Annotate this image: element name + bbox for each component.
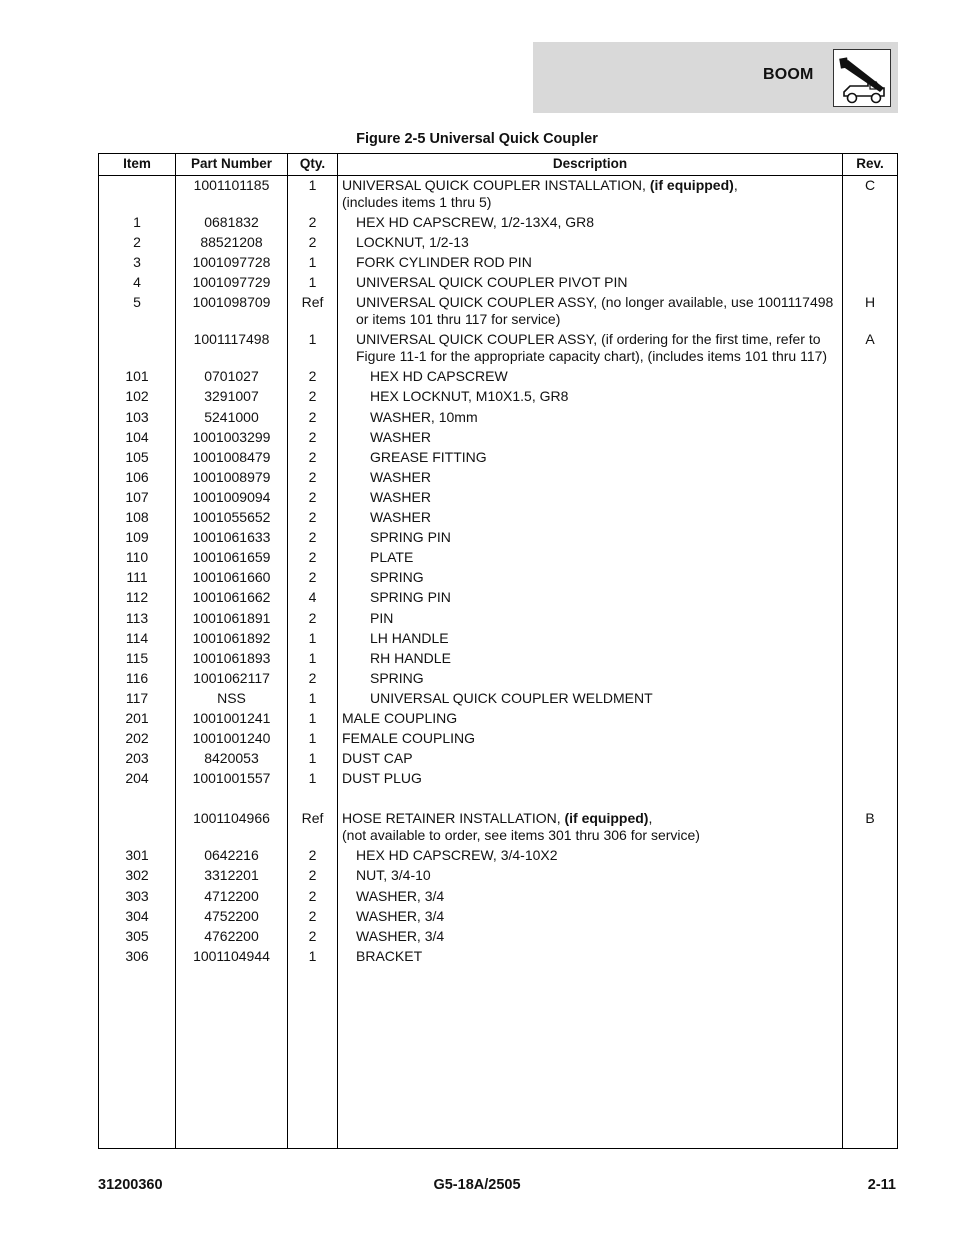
- table-row: [99, 368, 897, 388]
- description: [342, 670, 842, 687]
- item-number: 112: [125, 589, 149, 606]
- description-text: GREASE FITTING: [370, 448, 487, 465]
- item-number: 4: [133, 274, 141, 291]
- description-text: WASHER, 3/4: [356, 927, 445, 944]
- description-text: HOSE RETAINER INSTALLATION,: [342, 810, 565, 827]
- item-number: 111: [126, 569, 148, 586]
- table-row: [99, 177, 897, 214]
- quantity: 2: [308, 927, 317, 944]
- quantity: 2: [308, 847, 317, 864]
- description-tail: ,: [733, 177, 738, 193]
- table-row: [99, 234, 897, 254]
- part-number: 1001101185: [193, 177, 270, 193]
- column-header-part-number: Part Number: [190, 156, 273, 171]
- column-header-item: Item: [123, 156, 151, 171]
- quantity: 2: [308, 468, 317, 485]
- description: [342, 690, 842, 707]
- table-row: [99, 630, 897, 650]
- description-text: WASHER, 3/4: [356, 887, 445, 904]
- description: [342, 948, 842, 965]
- quantity: 2: [308, 408, 317, 425]
- quantity: 2: [308, 448, 317, 465]
- part-number: 3291007: [204, 388, 259, 405]
- item-number: 108: [125, 509, 149, 526]
- table-row: [99, 908, 897, 928]
- table-row: [99, 529, 897, 549]
- description: [342, 429, 842, 446]
- table-row: [99, 509, 897, 529]
- quantity: 2: [308, 368, 317, 385]
- quantity: 1: [308, 274, 317, 291]
- part-number: 1001104966: [193, 810, 270, 827]
- quantity: 1: [308, 709, 317, 726]
- description: [342, 730, 842, 747]
- quantity: 2: [308, 609, 317, 626]
- description-text: WASHER, 3/4: [356, 907, 445, 924]
- item-number: 114: [125, 629, 149, 646]
- item-number: 304: [125, 907, 149, 924]
- item-number: 202: [125, 730, 149, 747]
- description: [342, 214, 842, 231]
- quantity: 1: [308, 689, 317, 706]
- quantity: 2: [308, 388, 317, 405]
- description-tail: ,: [648, 810, 653, 827]
- table-row: [99, 569, 897, 589]
- part-number: 1001001241: [192, 709, 271, 726]
- item-number: 2: [133, 234, 141, 251]
- quantity: 2: [308, 234, 317, 251]
- table-row: [99, 710, 897, 730]
- description: [342, 847, 842, 864]
- parts-table: [98, 153, 898, 1149]
- quantity: 4: [308, 589, 317, 606]
- part-number: 0642216: [204, 847, 259, 864]
- description-text: WASHER: [370, 488, 431, 505]
- description-text: LH HANDLE: [370, 629, 449, 646]
- table-row: [99, 254, 897, 274]
- table-row: [99, 948, 897, 968]
- table-row: [99, 810, 897, 847]
- description: [342, 177, 842, 211]
- part-number: 0681832: [204, 214, 259, 230]
- quantity: 1: [308, 254, 317, 271]
- description: [342, 274, 842, 291]
- description-text: UNIVERSAL QUICK COUPLER INSTALLATION,: [342, 177, 650, 193]
- quantity: 1: [308, 730, 317, 747]
- description-text: RH HANDLE: [370, 649, 451, 666]
- part-number: 0701027: [204, 368, 259, 385]
- part-number: 1001061660: [192, 569, 271, 586]
- table-spacer-row: [99, 790, 897, 810]
- section-label: BOOM: [763, 66, 814, 83]
- description-text: PIN: [370, 609, 394, 626]
- part-number: 1001061893: [192, 649, 271, 666]
- description: [342, 750, 842, 767]
- description: [342, 610, 842, 627]
- section-header: [533, 42, 898, 113]
- table-row: [99, 409, 897, 429]
- table-row: [99, 549, 897, 569]
- item-number: 204: [125, 770, 149, 787]
- part-number: NSS: [217, 689, 246, 706]
- part-number: 1001098709: [192, 294, 271, 311]
- quantity: 2: [308, 488, 317, 505]
- description: [342, 234, 842, 251]
- description-continuation: Figure 11-1 for the appropriate capacity chart), (includes items 101 thru 117): [356, 348, 828, 365]
- part-number: 1001097729: [192, 274, 271, 291]
- item-number: 201: [125, 709, 149, 726]
- description-text: WASHER: [370, 468, 431, 485]
- table-row: [99, 730, 897, 750]
- item-number: 306: [125, 947, 149, 964]
- description-text: UNIVERSAL QUICK COUPLER PIVOT PIN: [356, 274, 628, 291]
- description-text: HEX HD CAPSCREW, 3/4-10X2: [356, 847, 558, 864]
- item-number: 105: [125, 448, 149, 465]
- quantity: 2: [308, 214, 317, 230]
- item-number: 301: [125, 847, 149, 864]
- part-number: 1001104944: [193, 947, 270, 964]
- revision: H: [864, 294, 876, 311]
- quantity: 2: [308, 549, 317, 566]
- item-number: 115: [125, 649, 149, 666]
- description-text: FEMALE COUPLING: [342, 730, 476, 747]
- description-text: DUST PLUG: [342, 770, 422, 787]
- item-number: 104: [125, 428, 149, 445]
- table-row: [99, 888, 897, 908]
- description: [342, 509, 842, 526]
- quantity: 2: [308, 509, 317, 526]
- quantity: 1: [308, 770, 317, 787]
- footer-page-number: 2-11: [867, 1177, 896, 1193]
- description: [342, 810, 842, 844]
- item-number: 106: [125, 468, 149, 485]
- description: [342, 529, 842, 546]
- table-row: [99, 867, 897, 887]
- telehandler-boom-icon: [833, 49, 891, 107]
- quantity: 2: [308, 907, 317, 924]
- description-text: LOCKNUT, 1/2-13: [356, 234, 469, 251]
- table-row: [99, 770, 897, 790]
- item-number: 203: [125, 750, 149, 767]
- description: [342, 469, 842, 486]
- item-number: 3: [133, 254, 141, 271]
- description: [342, 770, 842, 787]
- figure-title: Figure 2-5 Universal Quick Coupler: [356, 131, 598, 147]
- part-number: 1001061659: [192, 549, 271, 566]
- revision: B: [865, 810, 875, 827]
- description: [342, 254, 842, 271]
- description-text: SPRING PIN: [370, 529, 451, 546]
- quantity: 2: [308, 669, 317, 686]
- description: [342, 388, 842, 405]
- part-number: 4712200: [204, 887, 259, 904]
- item-number: 302: [125, 867, 149, 884]
- part-number: 1001008979: [192, 468, 271, 485]
- description-text: SPRING PIN: [370, 589, 451, 606]
- table-row: [99, 429, 897, 449]
- part-number: 1001055652: [192, 509, 271, 526]
- description-text: NUT, 3/4-10: [356, 867, 431, 884]
- description-text: HEX HD CAPSCREW: [370, 368, 508, 385]
- part-number: 8420053: [204, 750, 259, 767]
- item-number: 107: [125, 488, 149, 505]
- part-number: 1001061892: [192, 629, 271, 646]
- item-number: 109: [125, 529, 149, 546]
- part-number: 1001001557: [192, 770, 271, 787]
- item-number: 116: [125, 669, 149, 686]
- description: [342, 549, 842, 566]
- part-number: 1001097728: [192, 254, 271, 271]
- quantity: 1: [308, 947, 317, 964]
- quantity: Ref: [301, 810, 324, 827]
- table-row: [99, 214, 897, 234]
- part-number: 1001062117: [193, 669, 270, 686]
- description: [342, 908, 842, 925]
- part-number: 88521208: [200, 234, 263, 251]
- part-number: 1001008479: [192, 448, 271, 465]
- table-row: [99, 690, 897, 710]
- table-row: [99, 589, 897, 609]
- description: [342, 630, 842, 647]
- column-header-description: Description: [552, 156, 628, 171]
- description: [342, 489, 842, 506]
- description-continuation: (not available to order, see items 301 thru 306 for service): [342, 827, 700, 844]
- description-text: FORK CYLINDER ROD PIN: [356, 254, 532, 271]
- part-number: 4762200: [204, 927, 259, 944]
- item-number: 103: [125, 408, 149, 425]
- description-text: WASHER: [370, 428, 431, 445]
- description: [342, 569, 842, 586]
- description: [342, 449, 842, 466]
- item-number: 5: [133, 294, 141, 311]
- description-continuation: or items 101 thru 117 for service): [356, 311, 561, 328]
- item-number: 305: [125, 927, 149, 944]
- description-emphasis: (if equipped): [649, 177, 734, 193]
- description: [342, 928, 842, 945]
- quantity: 1: [308, 750, 317, 767]
- footer-model: G5-18A/2505: [433, 1177, 521, 1193]
- table-row: [99, 294, 897, 331]
- quantity: 2: [308, 569, 317, 586]
- description: [342, 650, 842, 667]
- description: [342, 368, 842, 385]
- description-text: BRACKET: [356, 947, 423, 964]
- table-row: [99, 449, 897, 469]
- description-text: SPRING: [370, 569, 424, 586]
- item-number: 101: [125, 368, 149, 385]
- table-row: [99, 331, 897, 368]
- table-row: [99, 928, 897, 948]
- item-number: 110: [125, 549, 149, 566]
- description-text: UNIVERSAL QUICK COUPLER WELDMENT: [370, 689, 653, 706]
- quantity: 1: [308, 629, 317, 646]
- revision: A: [865, 331, 875, 348]
- description: [342, 331, 842, 365]
- description-text: WASHER, 10mm: [370, 408, 478, 425]
- description-text: PLATE: [370, 549, 414, 566]
- table-row: [99, 650, 897, 670]
- part-number: 1001001240: [192, 730, 271, 747]
- description-text: MALE COUPLING: [342, 709, 458, 726]
- table-row: [99, 750, 897, 770]
- table-row: [99, 489, 897, 509]
- table-row: [99, 610, 897, 630]
- description-text: UNIVERSAL QUICK COUPLER ASSY, (no longer available, use 1001117498: [356, 294, 834, 311]
- part-number: 1001117498: [193, 331, 270, 348]
- description: [342, 589, 842, 606]
- item-number: 102: [125, 388, 149, 405]
- description-continuation: (includes items 1 thru 5): [342, 194, 492, 210]
- part-number: 1001061891: [192, 609, 271, 626]
- part-number: 1001009094: [192, 488, 271, 505]
- description: [342, 867, 842, 884]
- quantity: 1: [308, 177, 317, 193]
- table-row: [99, 670, 897, 690]
- quantity: Ref: [301, 294, 324, 311]
- part-number: 1001061662: [192, 589, 271, 606]
- quantity: 2: [308, 887, 317, 904]
- item-number: 1: [133, 214, 141, 230]
- table-row: [99, 388, 897, 408]
- description-text: HEX HD CAPSCREW, 1/2-13X4, GR8: [356, 214, 595, 230]
- description-text: WASHER: [370, 509, 431, 526]
- quantity: 1: [308, 649, 317, 666]
- quantity: 1: [308, 331, 317, 348]
- column-header-qty: Qty.: [299, 156, 326, 171]
- table-row: [99, 847, 897, 867]
- part-number: 3312201: [204, 867, 259, 884]
- item-number: 113: [125, 609, 149, 626]
- description-text: DUST CAP: [342, 750, 413, 767]
- description-text: HEX LOCKNUT, M10X1.5, GR8: [370, 388, 569, 405]
- part-number: 1001061633: [192, 529, 271, 546]
- part-number: 4752200: [204, 907, 259, 924]
- revision: C: [864, 177, 876, 193]
- quantity: 2: [308, 529, 317, 546]
- description-text: SPRING: [370, 669, 424, 686]
- quantity: 2: [308, 867, 317, 884]
- part-number: 5241000: [204, 408, 259, 425]
- description: [342, 888, 842, 905]
- quantity: 2: [308, 428, 317, 445]
- description-text: UNIVERSAL QUICK COUPLER ASSY, (if ordering for the first time, refer to: [356, 331, 821, 348]
- description: [342, 294, 842, 328]
- description: [342, 710, 842, 727]
- table-row: [99, 469, 897, 489]
- column-header-rev: Rev.: [856, 156, 884, 171]
- table-row: [99, 274, 897, 294]
- description: [342, 409, 842, 426]
- table-body: [99, 177, 897, 968]
- footer-document-number: 31200360: [98, 1177, 163, 1193]
- description-emphasis: (if equipped): [564, 810, 649, 827]
- item-number: 117: [125, 689, 149, 706]
- item-number: 303: [125, 887, 149, 904]
- part-number: 1001003299: [192, 428, 271, 445]
